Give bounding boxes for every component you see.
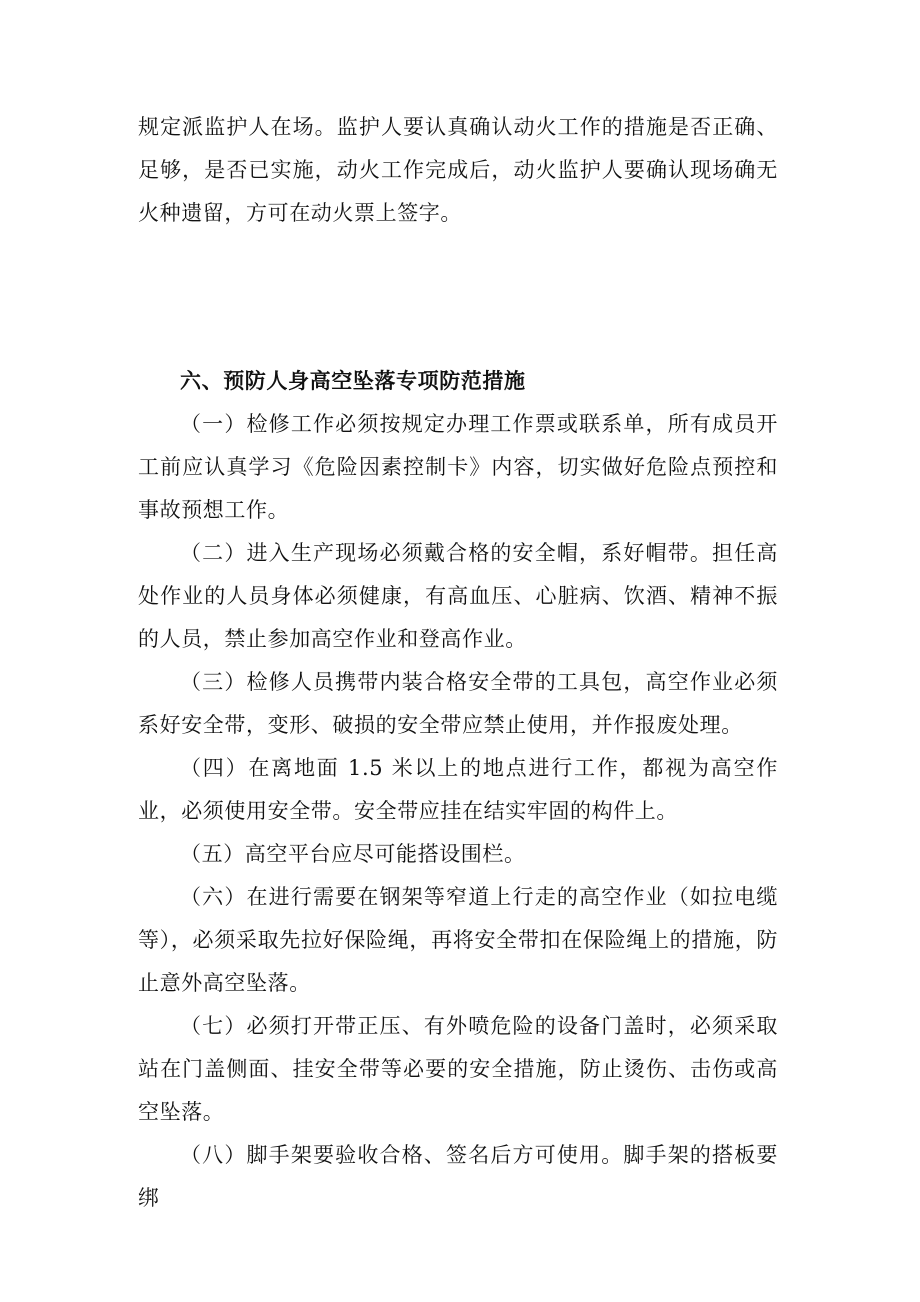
list-item-6: （六）在进行需要在钢架等窄道上行走的高空作业（如拉电缆等），必须采取先拉好保险绳，再将安全带扣在保险绳上的措施，防止意外高空坠落。 bbox=[138, 885, 778, 995]
list-item-7: （七）必须打开带正压、有外喷危险的设备门盖时，必须采取站在门盖侧面、挂安全带等必要的安全措施，防止烫伤、击伤或高空坠落。 bbox=[138, 1014, 778, 1124]
intro-paragraph: 规定派监护人在场。监护人要认真确认动火工作的措施是否正确、足够，是否已实施，动火工作完成后，动火监护人要确认现场确无火种遗留，方可在动火票上签字。 bbox=[138, 115, 778, 225]
list-item-2: （二）进入生产现场必须戴合格的安全帽，系好帽带。担任高处作业的人员身体必须健康，有高血压、心脏病、饮酒、精神不振的人员，禁止参加高空作业和登高作业。 bbox=[138, 541, 778, 651]
list-item-8: （八）脚手架要验收合格、签名后方可使用。脚手架的搭板要绑 bbox=[138, 1143, 778, 1210]
list-item-3: （三）检修人员携带内装合格安全带的工具包，高空作业必须系好安全带，变形、破损的安全带应禁止使用，并作报废处理。 bbox=[138, 670, 778, 737]
list-item-5: （五）高空平台应尽可能搭设围栏。 bbox=[180, 842, 526, 866]
list-item-4: （四）在离地面 1.5 米以上的地点进行工作，都视为高空作业，必须使用安全带。安全带应挂在结实牢固的构件上。 bbox=[138, 756, 778, 823]
section-heading: 六、预防人身高空坠落专项防范措施 bbox=[180, 369, 526, 393]
list-item-1: （一）检修工作必须按规定办理工作票或联系单，所有成员开工前应认真学习《危险因素控制卡》内容，切实做好危险点预控和事故预想工作。 bbox=[138, 412, 778, 522]
